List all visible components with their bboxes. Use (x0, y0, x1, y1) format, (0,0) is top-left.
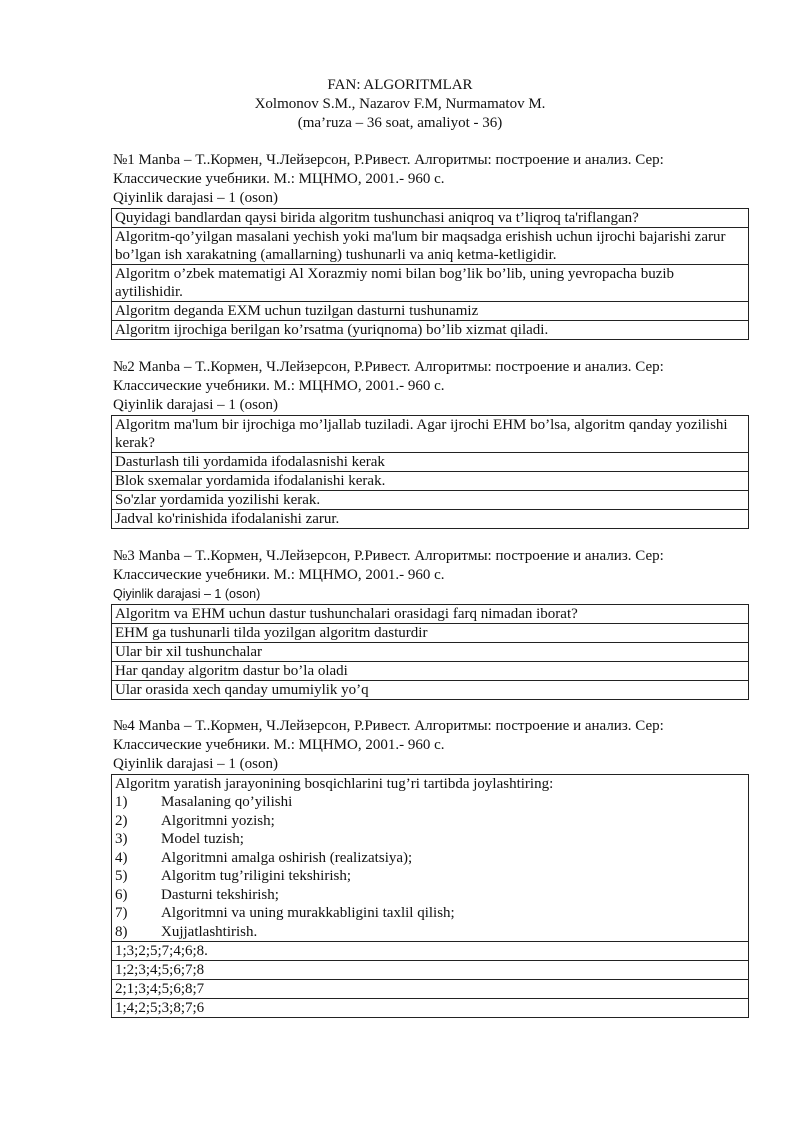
answer-option: Ular orasida xech qanday umumiylik yo’q (112, 681, 749, 700)
step-text: Algoritmni amalga oshirish (realizatsiya); (161, 849, 413, 866)
step-number: 4) (115, 849, 128, 866)
step-text: Algoritm tug’riligini tekshirish; (161, 868, 351, 884)
question-block-1 (113, 151, 751, 340)
source-reference: №1 Manba – Т..Кормен, Ч.Лейзерсон, Р.Ривест. Алгоритмы: построение и анализ. Сер: Классические учебники. М.: МЦНМО, 2001.- 960 с. (113, 152, 664, 187)
question-table (111, 415, 749, 529)
step-item (115, 867, 745, 886)
step-item (115, 923, 745, 942)
step-number: 5) (115, 868, 128, 884)
answer-option: 1;2;3;4;5;6;7;8 (112, 961, 749, 980)
question-block-2 (113, 358, 751, 529)
answer-option: Blok sxemalar yordamida ifodalanishi kerak. (112, 472, 749, 491)
question-table (111, 774, 749, 1018)
step-number: 7) (115, 905, 128, 921)
step-item (115, 904, 745, 923)
difficulty-level: Qiyinlik darajasi – 1 (oson) (113, 190, 278, 206)
step-number: 2) (115, 812, 128, 829)
answer-option: 1;4;2;5;3;8;7;6 (112, 999, 749, 1018)
answer-option: 1;3;2;5;7;4;6;8. (112, 942, 749, 961)
question-block-4 (113, 717, 751, 1018)
step-text: Dasturni tekshirish; (161, 886, 279, 903)
step-item (115, 886, 745, 905)
subject-title: FAN: ALGORITMLAR (327, 77, 473, 93)
step-number: 3) (115, 831, 128, 847)
step-text: Algoritmni va uning murakkabligini taxlil qilish; (161, 905, 455, 921)
steps-list (115, 793, 745, 941)
difficulty-level: Qiyinlik darajasi – 1 (oson) (113, 587, 261, 601)
difficulty-level: Qiyinlik darajasi – 1 (oson) (113, 756, 278, 772)
step-number: 1) (115, 794, 128, 810)
answer-option: 2;1;3;4;5;6;8;7 (112, 980, 749, 999)
answer-option: Dasturlash tili yordamida ifodalasnishi kerak (112, 453, 749, 472)
answer-option: Jadval ko'rinishida ifodalanishi zarur. (112, 510, 749, 529)
step-text: Xujjatlashtirish. (161, 923, 258, 940)
document-header (0, 76, 800, 133)
question-text: Quyidagi bandlardan qaysi birida algoritm tushunchasi aniqroq va t’liqroq ta'riflangan? (112, 209, 749, 228)
source-reference: №2 Manba – Т..Кормен, Ч.Лейзерсон, Р.Ривест. Алгоритмы: построение и анализ. Сер: Классические учебники. М.: МЦНМО, 2001.- 960 с. (113, 359, 664, 394)
authors-line: Xolmonov S.M., Nazarov F.M, Nurmamatov M. (254, 96, 546, 112)
answer-option: Ular bir xil tushunchalar (112, 643, 749, 662)
step-item (115, 812, 745, 831)
step-text: Algoritmni yozish; (161, 812, 275, 829)
answer-option: EHM ga tushunarli tilda yozilgan algoritm dasturdir (112, 624, 749, 643)
question-table (111, 604, 749, 700)
step-number: 8) (115, 923, 128, 940)
step-text: Masalaning qo’yilishi (161, 794, 293, 810)
step-item (115, 849, 745, 868)
answer-option: Algoritm deganda EXM uchun tuzilgan dasturni tushunamiz (112, 302, 749, 321)
source-reference: №3 Manba – Т..Кормен, Ч.Лейзерсон, Р.Ривест. Алгоритмы: построение и анализ. Сер: Классические учебники. М.: МЦНМО, 2001.- 960 с. (113, 548, 664, 583)
step-item (115, 830, 745, 849)
step-number: 6) (115, 886, 128, 903)
source-reference: №4 Manba – Т..Кормен, Ч.Лейзерсон, Р.Ривест. Алгоритмы: построение и анализ. Сер: Классические учебники. М.: МЦНМО, 2001.- 960 с. (113, 718, 664, 753)
hours-line: (ma’ruza – 36 soat, amaliyot - 36) (297, 115, 503, 131)
difficulty-level: Qiyinlik darajasi – 1 (oson) (113, 397, 278, 413)
question-text: Algoritm ma'lum bir ijrochiga mo’ljallab tuziladi. Agar ijrochi EHM bo’lsa, algoritm qanday yozilishi kerak? (112, 416, 749, 453)
step-text: Model tuzish; (161, 831, 244, 847)
question-text: Algoritm va EHM uchun dastur tushunchalari orasidagi farq nimadan iborat? (112, 605, 749, 624)
answer-option: Algoritm-qo’yilgan masalani yechish yoki ma'lum bir maqsadga erishish uchun ijrochi bajarishi zarur bo’lgan ish xarakatning (amallarning) tushunarli va aniq ketma-ketligidir. (112, 228, 749, 265)
answer-option: Algoritm o’zbek matematigi Al Xorazmiy nomi bilan bog’lik bo’lib, uning yevropacha buzib aytilishidir. (112, 265, 749, 302)
question-text: Algoritm yaratish jarayonining bosqichlarini tug’ri tartibda joylashtiring: (115, 776, 554, 792)
question-cell (112, 775, 749, 942)
question-table (111, 208, 749, 340)
answer-option: Har qanday algoritm dastur bo’la oladi (112, 662, 749, 681)
answer-option: Algoritm ijrochiga berilgan ko’rsatma (yuriqnoma) bo’lib xizmat qiladi. (112, 321, 749, 340)
question-block-3 (113, 547, 751, 700)
step-item (115, 793, 745, 812)
answer-option: So'zlar yordamida yozilishi kerak. (112, 491, 749, 510)
